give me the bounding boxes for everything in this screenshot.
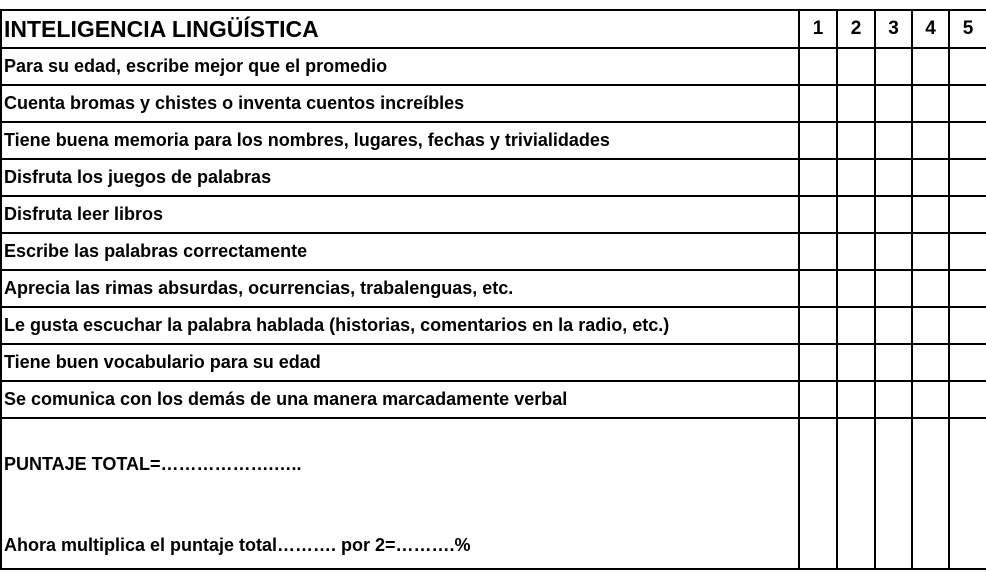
score-2-cell[interactable] bbox=[837, 48, 875, 85]
scale-5-header: 5 bbox=[949, 10, 986, 48]
score-1-cell[interactable] bbox=[799, 85, 837, 122]
linguistic-intelligence-table bbox=[0, 9, 986, 570]
score-4-cell[interactable] bbox=[912, 307, 949, 344]
score-3-cell[interactable] bbox=[875, 159, 912, 196]
score-2-cell[interactable] bbox=[837, 270, 875, 307]
score-1-cell[interactable] bbox=[799, 48, 837, 85]
score-4-cell[interactable] bbox=[912, 48, 949, 85]
score-5-cell[interactable] bbox=[949, 270, 986, 307]
score-5-cell[interactable] bbox=[949, 381, 986, 418]
score-4-cell[interactable] bbox=[912, 233, 949, 270]
multiply-instruction: Ahora multiplica el puntaje total………. por 2=……….% bbox=[4, 534, 471, 555]
table-row bbox=[1, 233, 986, 270]
score-2-cell[interactable] bbox=[837, 85, 875, 122]
scale-3-header: 3 bbox=[875, 10, 912, 48]
total-score-label: PUNTAJE TOTAL=……………….….. bbox=[4, 453, 302, 474]
score-1-cell[interactable] bbox=[799, 159, 837, 196]
total-score-3-cell[interactable] bbox=[875, 418, 912, 569]
score-2-cell[interactable] bbox=[837, 122, 875, 159]
table-row bbox=[1, 270, 986, 307]
score-3-cell[interactable] bbox=[875, 344, 912, 381]
score-4-cell[interactable] bbox=[912, 122, 949, 159]
score-4-cell[interactable] bbox=[912, 344, 949, 381]
score-2-cell[interactable] bbox=[837, 381, 875, 418]
score-1-cell[interactable] bbox=[799, 381, 837, 418]
score-3-cell[interactable] bbox=[875, 85, 912, 122]
score-1-cell[interactable] bbox=[799, 196, 837, 233]
item-label: Le gusta escuchar la palabra hablada (historias, comentarios en la radio, etc.) bbox=[1, 307, 799, 344]
total-row bbox=[1, 418, 986, 569]
item-label: Tiene buen vocabulario para su edad bbox=[1, 344, 799, 381]
score-5-cell[interactable] bbox=[949, 85, 986, 122]
score-3-cell[interactable] bbox=[875, 196, 912, 233]
score-2-cell[interactable] bbox=[837, 233, 875, 270]
score-5-cell[interactable] bbox=[949, 48, 986, 85]
score-2-cell[interactable] bbox=[837, 196, 875, 233]
score-3-cell[interactable] bbox=[875, 233, 912, 270]
score-3-cell[interactable] bbox=[875, 381, 912, 418]
header-row bbox=[1, 10, 986, 48]
score-3-cell[interactable] bbox=[875, 307, 912, 344]
scale-4-header: 4 bbox=[912, 10, 949, 48]
score-2-cell[interactable] bbox=[837, 307, 875, 344]
score-1-cell[interactable] bbox=[799, 233, 837, 270]
scale-1-header: 1 bbox=[799, 10, 837, 48]
score-5-cell[interactable] bbox=[949, 159, 986, 196]
item-label: Aprecia las rimas absurdas, ocurrencias, trabalenguas, etc. bbox=[1, 270, 799, 307]
score-4-cell[interactable] bbox=[912, 196, 949, 233]
score-5-cell[interactable] bbox=[949, 307, 986, 344]
item-label: Disfruta leer libros bbox=[1, 196, 799, 233]
item-label: Disfruta los juegos de palabras bbox=[1, 159, 799, 196]
score-1-cell[interactable] bbox=[799, 270, 837, 307]
score-5-cell[interactable] bbox=[949, 122, 986, 159]
item-label: Tiene buena memoria para los nombres, lugares, fechas y trivialidades bbox=[1, 122, 799, 159]
score-1-cell[interactable] bbox=[799, 344, 837, 381]
score-4-cell[interactable] bbox=[912, 270, 949, 307]
table-row bbox=[1, 48, 986, 85]
scale-2-header: 2 bbox=[837, 10, 875, 48]
table-row bbox=[1, 85, 986, 122]
score-3-cell[interactable] bbox=[875, 48, 912, 85]
score-2-cell[interactable] bbox=[837, 159, 875, 196]
item-label: Cuenta bromas y chistes o inventa cuentos increíbles bbox=[1, 85, 799, 122]
score-5-cell[interactable] bbox=[949, 344, 986, 381]
table-row bbox=[1, 122, 986, 159]
item-label: Se comunica con los demás de una manera marcadamente verbal bbox=[1, 381, 799, 418]
score-4-cell[interactable] bbox=[912, 85, 949, 122]
score-4-cell[interactable] bbox=[912, 381, 949, 418]
total-score-1-cell[interactable] bbox=[799, 418, 837, 569]
score-4-cell[interactable] bbox=[912, 159, 949, 196]
total-score-4-cell[interactable] bbox=[912, 418, 949, 569]
score-3-cell[interactable] bbox=[875, 270, 912, 307]
score-3-cell[interactable] bbox=[875, 122, 912, 159]
table-row bbox=[1, 307, 986, 344]
score-1-cell[interactable] bbox=[799, 122, 837, 159]
score-2-cell[interactable] bbox=[837, 344, 875, 381]
table-row bbox=[1, 159, 986, 196]
table-row bbox=[1, 381, 986, 418]
item-label: Escribe las palabras correctamente bbox=[1, 233, 799, 270]
score-5-cell[interactable] bbox=[949, 196, 986, 233]
score-5-cell[interactable] bbox=[949, 233, 986, 270]
total-cell bbox=[1, 418, 799, 569]
total-score-2-cell[interactable] bbox=[837, 418, 875, 569]
table-row bbox=[1, 196, 986, 233]
total-score-5-cell[interactable] bbox=[949, 418, 986, 569]
item-label: Para su edad, escribe mejor que el promedio bbox=[1, 48, 799, 85]
table-row bbox=[1, 344, 986, 381]
table-title: INTELIGENCIA LINGÜÍSTICA bbox=[1, 10, 799, 48]
score-1-cell[interactable] bbox=[799, 307, 837, 344]
